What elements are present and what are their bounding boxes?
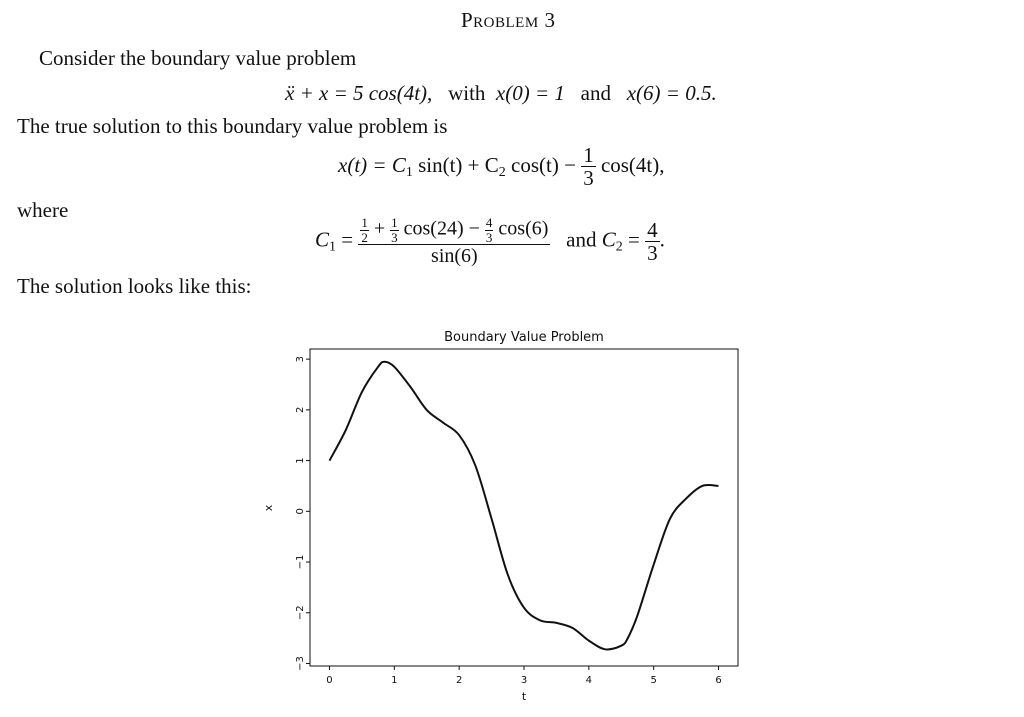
chart-title: Boundary Value Problem	[444, 330, 604, 345]
sol-sub1: 1	[405, 164, 413, 180]
c1-sub: 1	[329, 239, 337, 255]
c1-four-den: 3	[485, 229, 493, 245]
x-tick-label: 2	[455, 675, 463, 686]
c2-den: 3	[647, 240, 658, 265]
ode-with: with	[448, 81, 486, 105]
c1-eq: =	[336, 227, 354, 252]
x-tick-label: 0	[326, 675, 333, 686]
c2-num: 4	[647, 217, 658, 242]
ode-and: and	[580, 81, 611, 105]
y-tick-label: 0	[295, 508, 306, 515]
sol-tail: cos(4t),	[600, 152, 665, 177]
ode-bc2: x(6) = 0.5.	[626, 81, 717, 105]
sol-frac-den: 3	[583, 166, 594, 191]
c1-third-num: 1	[391, 215, 398, 230]
c1-half-num: 1	[361, 215, 368, 230]
c1-denominator: sin(6)	[431, 245, 478, 268]
sol-mid1: sin(t) + C	[412, 152, 499, 177]
plot-frame	[310, 349, 738, 666]
sol-sub2: 2	[498, 164, 506, 180]
sol-lhs: x(t) = C	[338, 152, 406, 177]
sol-mid2: cos(t) −	[505, 152, 582, 177]
constants-and: and	[566, 227, 597, 252]
x-tick-label: 1	[391, 675, 398, 686]
c2-eq: =	[622, 227, 640, 252]
c1-cos6: cos(6)	[498, 217, 549, 240]
c2-label: C	[601, 227, 616, 252]
intro-text: Consider the boundary value problem	[39, 46, 357, 70]
ode-lhs: ẍ + x = 5 cos(4t),	[285, 81, 433, 105]
ode-bc1: x(0) = 1	[495, 81, 565, 105]
where-text: where	[17, 198, 69, 222]
c1-third-den: 3	[391, 229, 398, 245]
c1-four-num: 4	[485, 215, 493, 230]
c1-cos24: cos(24) −	[403, 217, 485, 240]
looks-like-text: The solution looks like this:	[17, 274, 252, 298]
solution-curve	[330, 362, 719, 650]
x-tick-label: 5	[650, 675, 657, 686]
x-tick-label: 3	[520, 675, 528, 686]
c1-half-den: 2	[361, 229, 368, 245]
c2-end: .	[659, 227, 665, 252]
y-tick-label: −3	[295, 656, 306, 671]
x-tick-label: 4	[585, 675, 593, 686]
y-tick-label: 3	[295, 355, 306, 363]
x-tick-label: 6	[715, 675, 722, 686]
y-tick-label: 2	[295, 406, 306, 414]
c2-sub: 2	[615, 239, 623, 255]
c1-label: C	[315, 227, 330, 252]
sol-frac-num: 1	[583, 143, 594, 167]
problem-word: Problem	[461, 8, 539, 32]
y-tick-label: −1	[295, 554, 306, 570]
problem-number: 3	[544, 8, 556, 32]
c1-plus: +	[368, 217, 391, 240]
y-tick-label: −2	[295, 605, 306, 621]
y-axis-label: x	[262, 504, 275, 512]
true-solution-text: The true solution to this boundary value problem is	[17, 114, 448, 138]
y-tick-label: 1	[295, 457, 306, 464]
x-axis-label: t	[521, 690, 527, 703]
